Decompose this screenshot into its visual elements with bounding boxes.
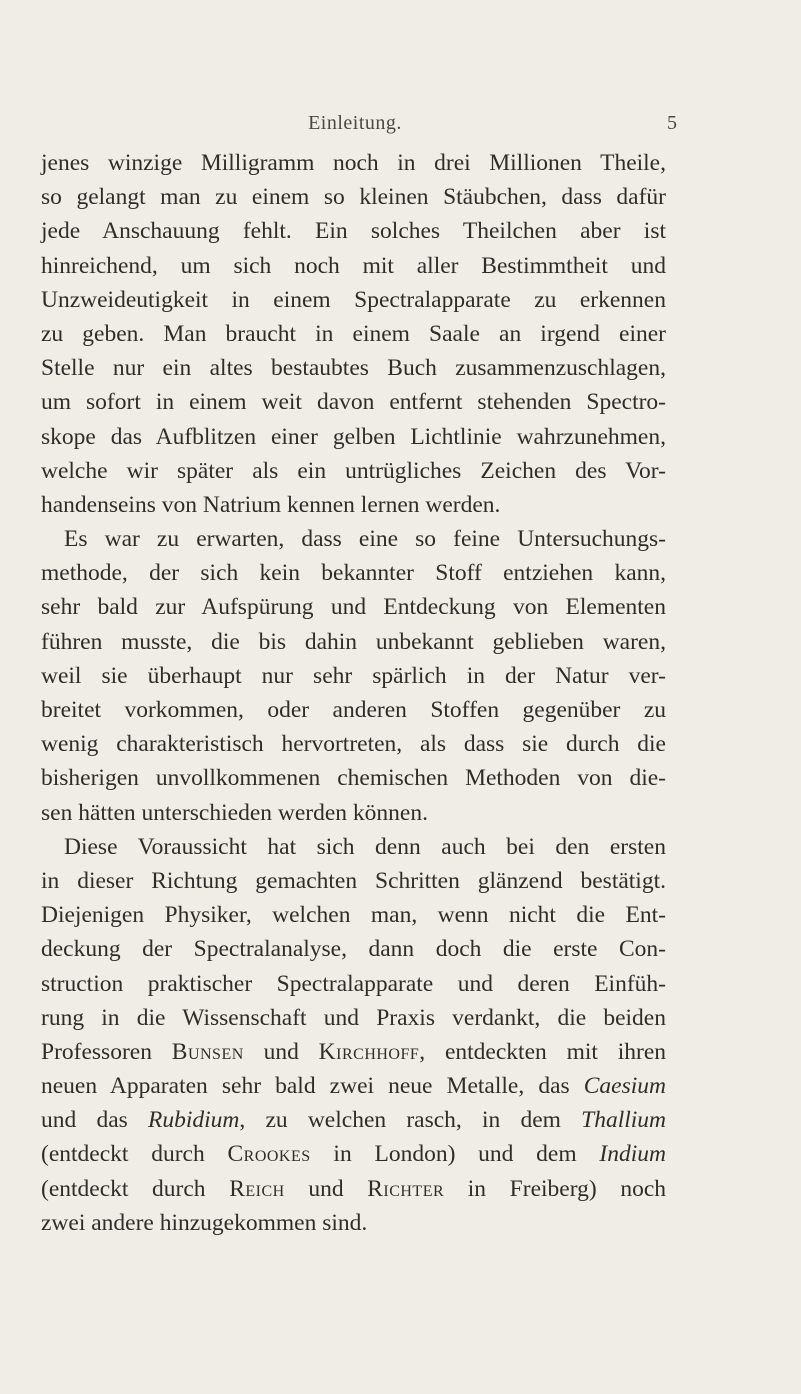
text-line: Es war zu erwarten, dass eine so feine Untersuchungs- (64, 526, 666, 553)
text-line: (entdeckt durch Reich und Richter in Freiberg) noch (41, 1175, 666, 1202)
text-line: rung in die Wissenschaft und Praxis verdankt, die beiden (41, 1004, 666, 1031)
text-line: und das Rubidium, zu welchen rasch, in dem Thallium (41, 1107, 667, 1134)
running-title: Einleitung. (308, 112, 402, 134)
text-line: deckung der Spectralanalyse, dann doch die erste Con- (41, 936, 666, 963)
person-name: Bunsen (171, 1038, 244, 1065)
person-name: Reich (229, 1175, 285, 1202)
text-line: handenseins von Natrium kennen lernen werden. (41, 491, 501, 518)
text-line: zwei andere hinzugekommen sind. (41, 1209, 368, 1236)
text-line: neuen Apparaten sehr bald zwei neue Metalle, das Caesium (41, 1073, 666, 1100)
text-line: führen musste, die bis dahin unbekannt geblieben waren, (41, 628, 666, 655)
text-line: methode, der sich kein bekannter Stoff entziehen kann, (41, 560, 666, 587)
text-line: Diese Voraussicht hat sich denn auch bei den ersten (64, 833, 666, 860)
text-line: hinreichend, um sich noch mit aller Bestimmtheit und (41, 252, 666, 279)
text-line: wenig charakteristisch hervortreten, als dass sie durch die (41, 731, 666, 758)
page-number: 5 (667, 112, 677, 134)
text-line: breitet vorkommen, oder anderen Stoffen gegenüber zu (41, 697, 666, 723)
running-head (40, 112, 677, 140)
element-name: Caesium (583, 1073, 666, 1100)
text-line: sen hätten unterschieden werden können. (41, 799, 428, 826)
element-name: Indium (599, 1141, 666, 1168)
element-name: Rubidium (147, 1107, 240, 1134)
person-name: Kirchhoff (318, 1038, 420, 1065)
text-line: bisherigen unvollkommenen chemischen Methoden von die- (41, 765, 666, 792)
text-line: jenes winzige Milligramm noch in drei Millionen Theile, (41, 150, 666, 176)
text-line: welche wir später als ein untrügliches Zeichen des Vor- (41, 457, 666, 484)
text-line: weil sie überhaupt nur sehr spärlich in der Natur ver- (41, 662, 666, 689)
text-line: zu geben. Man braucht in einem Saale an irgend einer (41, 320, 666, 347)
text-line: struction praktischer Spectralapparate und deren Einfüh- (41, 970, 666, 997)
text-line: Stelle nur ein altes bestaubtes Buch zusammenzuschlagen, (41, 355, 666, 382)
element-name: Thallium (581, 1107, 667, 1134)
text-line: in dieser Richtung gemachten Schritten glänzend bestätigt. (41, 867, 666, 894)
text-line: Diejenigen Physiker, welchen man, wenn nicht die Ent- (41, 902, 666, 929)
text-line: Unzweideutigkeit in einem Spectralapparate zu erkennen (41, 286, 666, 313)
text-line: jede Anschauung fehlt. Ein solches Theilchen aber ist (41, 218, 666, 245)
text-line: um sofort in einem weit davon entfernt stehenden Spectro- (41, 389, 666, 416)
text-line: sehr bald zur Aufspürung und Entdeckung von Elementen (41, 594, 666, 621)
body-text (41, 146, 666, 1240)
text-line: Professoren Bunsen und Kirchhoff, entdeckten mit ihren (41, 1038, 667, 1065)
text-line: so gelangt man zu einem so kleinen Stäubchen, dass dafür (41, 184, 666, 211)
person-name: Crookes (227, 1141, 311, 1168)
person-name: Richter (367, 1175, 445, 1202)
text-line: skope das Aufblitzen einer gelben Lichtlinie wahrzunehmen, (41, 423, 666, 450)
text-line: (entdeckt durch Crookes in London) und dem Indium (41, 1141, 666, 1168)
